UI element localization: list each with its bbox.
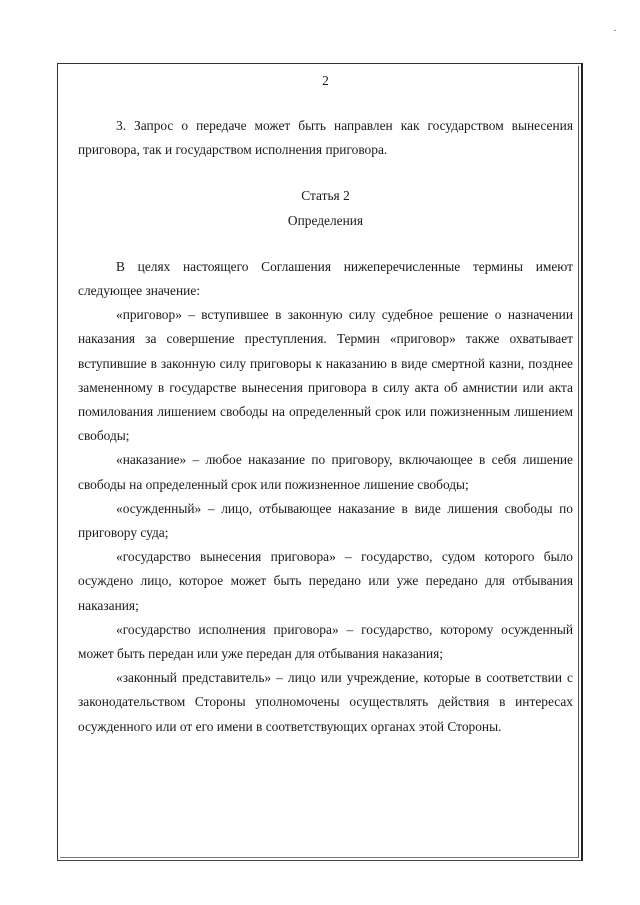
definition-legal-representative: «законный представитель» – лицо или учреждение, которые в соответствии с законодательством Стороны уполномочены осуществлять действия в интересах осужденного или от его имени в соответствующих органах этой Стороны.: [78, 670, 573, 734]
article-heading: Определения: [287, 212, 364, 228]
page-number: 2: [322, 73, 329, 88]
spacer: [78, 233, 573, 255]
document-body: [78, 70, 573, 739]
definition-sentencing-state: «государство вынесения приговора» – государство, судом которого было осуждено лицо, которое может быть передано или уже передано для отбывания наказания;: [78, 549, 573, 613]
paragraph-transfer-request: 3. Запрос о передаче может быть направлен как государством вынесения приговора, так и государством исполнения приговора.: [78, 118, 573, 158]
definition-executing-state: «государство исполнения приговора» – государство, которому осужденный может быть передан или уже передан для отбывания наказания;: [78, 621, 573, 662]
article-title: Статья 2: [301, 188, 350, 204]
definition-convict: «осужденный» – лицо, отбывающее наказание в виде лишения свободы по приговору суда;: [78, 500, 573, 541]
spacer: [78, 162, 573, 184]
paragraph-intro: В целях настоящего Соглашения нижеперечисленные термины имеют следующее значение:: [78, 258, 573, 299]
scan-speck: [614, 30, 616, 31]
definition-punishment: «наказание» – любое наказание по приговору, включающее в себя лишение свободы на определенный срок или пожизненное лишение свободы;: [78, 452, 573, 492]
definition-sentence: «приговор» – вступившее в законную силу судебное решение о назначении наказания за совершение преступления. Термин «приговор» также охватывает вступившие в законную силу приговоры к наказанию в виде смертной казни, позднее замененному в государстве вынесения приговора в силу акта об амнистии или акта помилования лишением свободы на определенный срок или пожизненным лишением свободы;: [78, 307, 573, 444]
